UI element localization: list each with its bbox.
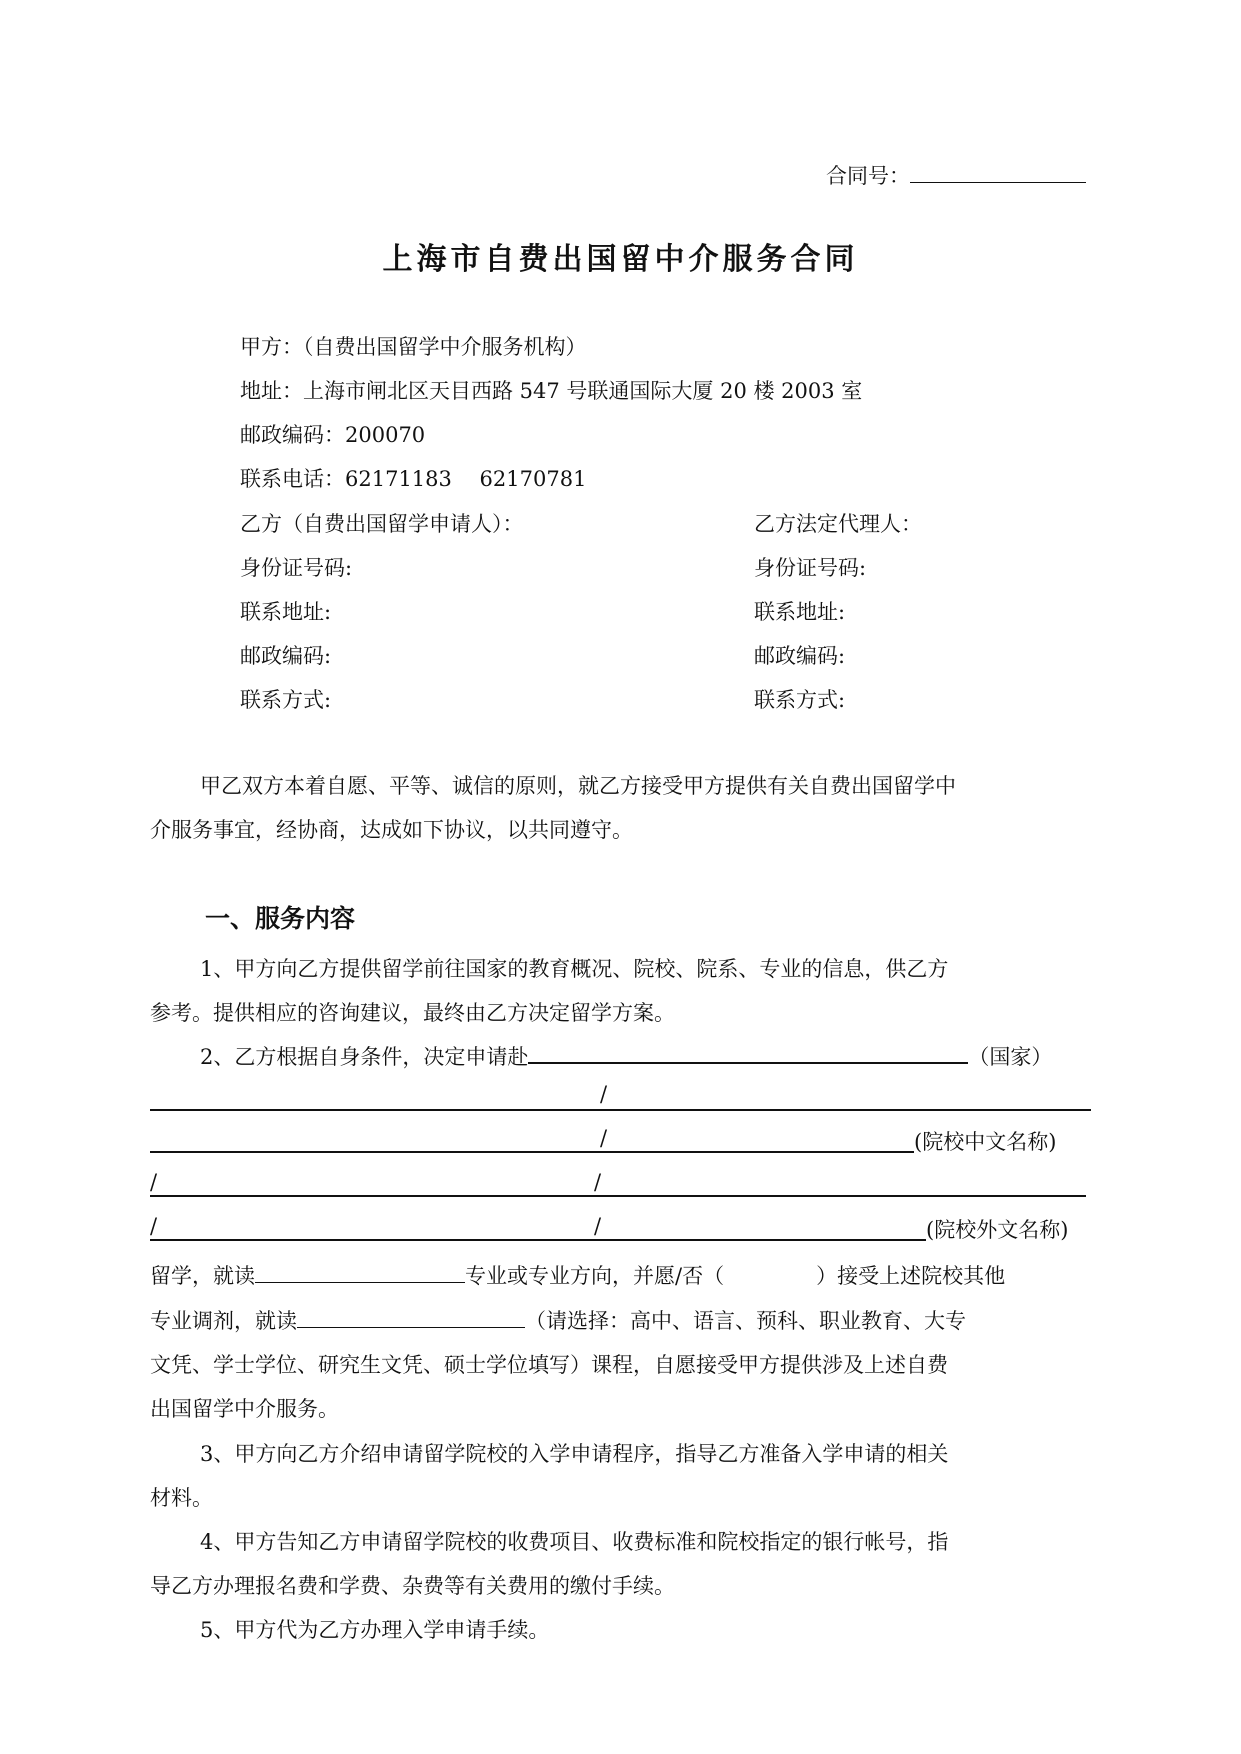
course-blank[interactable]: [297, 1307, 525, 1328]
party-b-address: 联系地址:: [240, 600, 332, 624]
item-4-line-2: 导乙方办理报名费和学费、杂费等有关费用的缴付手续。: [150, 1574, 675, 1598]
agent-postcode: 邮政编码:: [754, 644, 846, 668]
contract-number-blank: [910, 162, 1086, 183]
adjust-prefix: 专业调剂，就读: [150, 1309, 297, 1333]
agent-id: 身份证号码:: [754, 556, 867, 580]
party-a-postcode: 邮政编码：200070: [240, 423, 426, 447]
school-slash-3a: /: [150, 1170, 158, 1194]
item-5: 5、甲方代为乙方办理入学申请手续。: [200, 1618, 550, 1642]
agent-label: 乙方法定代理人：: [754, 512, 922, 536]
study-prefix: 留学，就读: [150, 1264, 255, 1288]
adjust-suffix: （请选择：高中、语言、预科、职业教育、大专: [525, 1309, 966, 1333]
item-2-prefix: 2、乙方根据自身条件，决定申请赴: [200, 1045, 529, 1069]
study-mid: 专业或专业方向，并愿/否（: [465, 1264, 725, 1288]
intro-line-2: 介服务事宜，经协商，达成如下协议，以共同遵守。: [150, 818, 633, 842]
item-1-line-2: 参考。提供相应的咨询建议，最终由乙方决定留学方案。: [150, 1001, 675, 1025]
section-1-heading: 一、服务内容: [205, 904, 356, 933]
country-blank[interactable]: [528, 1042, 968, 1064]
study-line: [150, 1260, 1005, 1290]
item-2-line: [200, 1041, 1052, 1071]
contract-number-label: 合同号：: [826, 164, 910, 188]
party-b-label: 乙方（自费出国留学申请人）：: [240, 512, 524, 536]
item-2-country-label: （国家）: [968, 1045, 1053, 1069]
school-slash-4b: /: [594, 1214, 602, 1238]
party-a-label: 甲方：（自费出国留学中介服务机构）: [240, 335, 587, 359]
school-foreign-label: (院校外文名称): [926, 1218, 1069, 1242]
party-a-phone: 联系电话：62171183 62170781: [240, 467, 587, 491]
study-suffix: ）接受上述院校其他: [816, 1264, 1006, 1288]
school-slash-2: /: [600, 1126, 608, 1150]
party-b-postcode: 邮政编码:: [240, 644, 332, 668]
school-line-3[interactable]: [150, 1195, 1086, 1197]
school-line-1[interactable]: [150, 1109, 1091, 1111]
school-line-2[interactable]: [150, 1151, 914, 1153]
school-cn-label: (院校中文名称): [914, 1130, 1057, 1154]
school-line-4[interactable]: [150, 1239, 926, 1241]
item-3-line-1: 3、甲方向乙方介绍申请留学院校的入学申请程序，指导乙方准备入学申请的相关: [200, 1442, 949, 1466]
party-b-contact: 联系方式:: [240, 688, 332, 712]
party-b-id: 身份证号码:: [240, 556, 353, 580]
item-3-line-2: 材料。: [150, 1486, 213, 1510]
adjust-line: [150, 1305, 966, 1335]
document-title: 上海市自费出国留中介服务合同: [382, 242, 859, 277]
school-slash-4a: /: [150, 1214, 158, 1238]
adjust-line-3: 出国留学中介服务。: [150, 1397, 339, 1421]
intro-line-1: 甲乙双方本着自愿、平等、诚信的原则，就乙方接受甲方提供有关自费出国留学中: [200, 774, 956, 798]
agent-contact: 联系方式:: [754, 688, 846, 712]
item-4-line-1: 4、甲方告知乙方申请留学院校的收费项目、收费标准和院校指定的银行帐号，指: [200, 1530, 949, 1554]
school-slash-1: /: [600, 1082, 608, 1106]
agent-address: 联系地址:: [754, 600, 846, 624]
adjust-line-2: 文凭、学士学位、研究生文凭、硕士学位填写）课程，自愿接受甲方提供涉及上述自费: [150, 1353, 948, 1377]
major-blank[interactable]: [255, 1262, 465, 1283]
party-a-address: 地址：上海市闸北区天目西路 547 号联通国际大厦 20 楼 2003 室: [240, 379, 863, 403]
item-1-line-1: 1、甲方向乙方提供留学前往国家的教育概况、院校、院系、专业的信息，供乙方: [200, 957, 949, 981]
contract-number-row: [826, 160, 1086, 190]
school-slash-3b: /: [594, 1170, 602, 1194]
